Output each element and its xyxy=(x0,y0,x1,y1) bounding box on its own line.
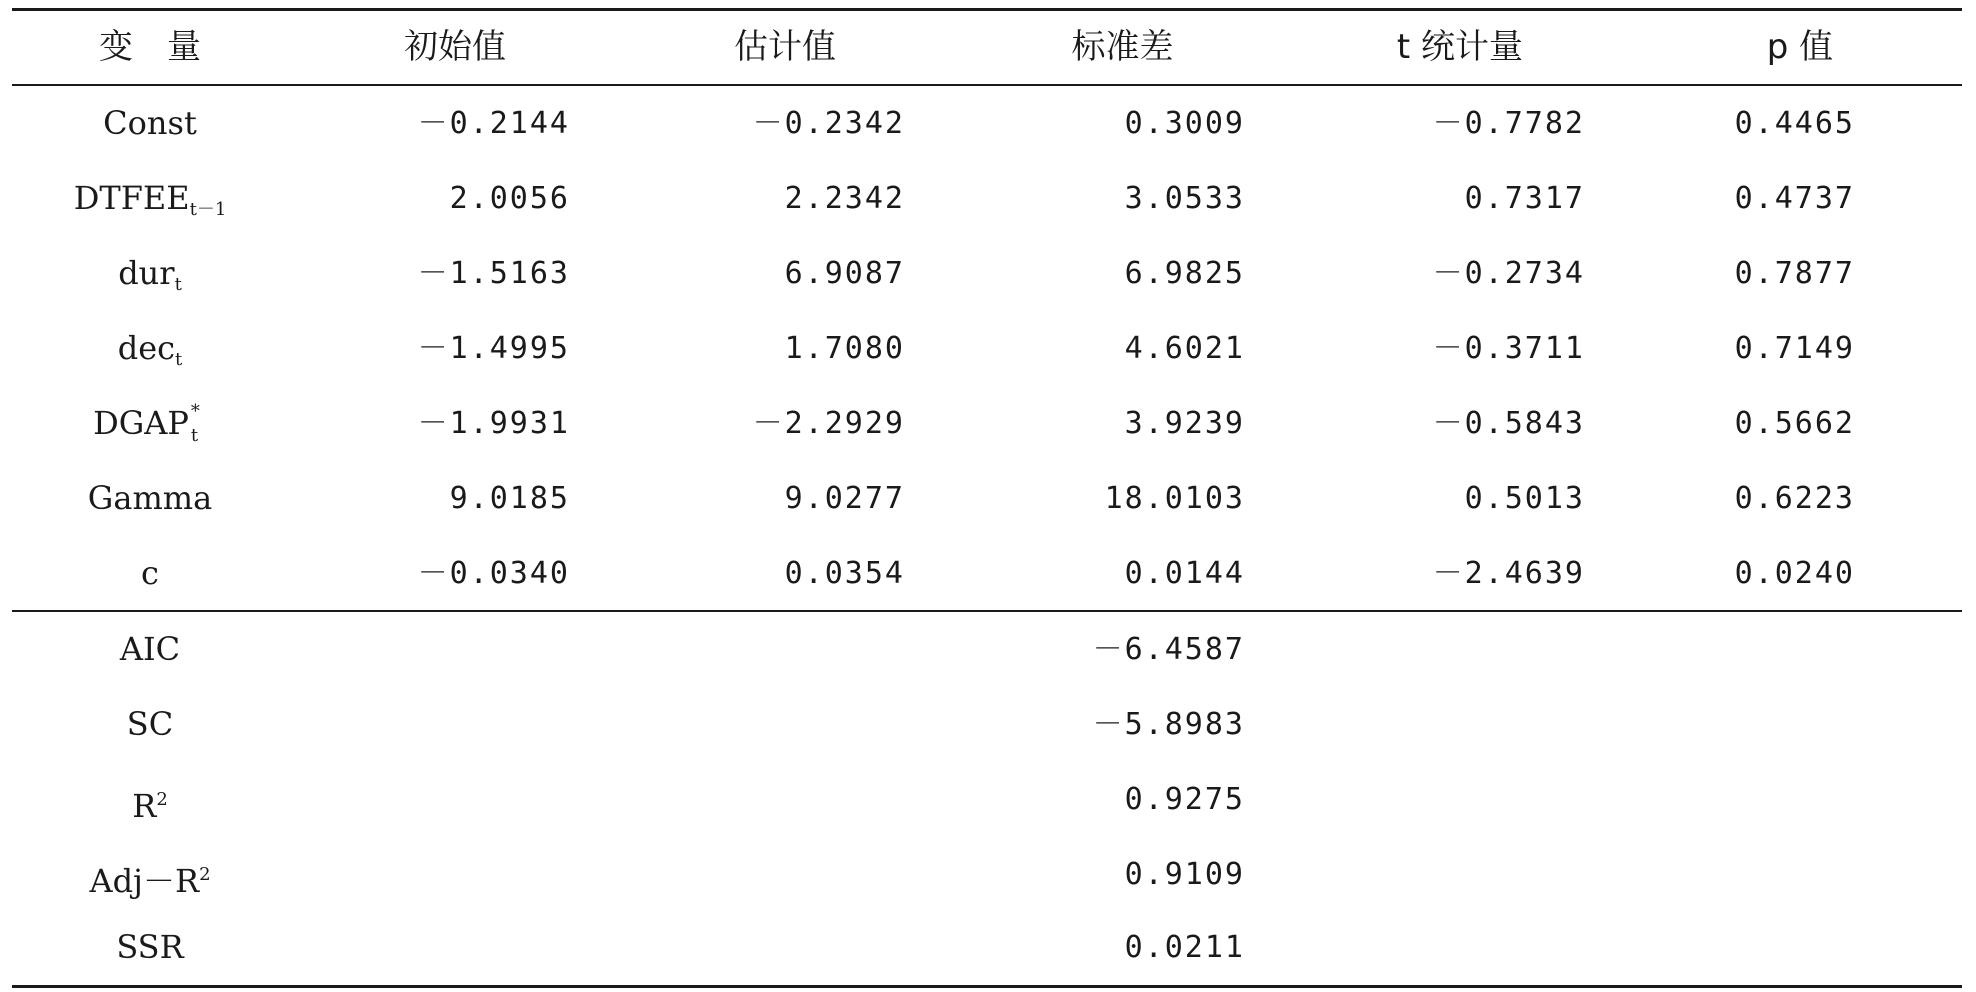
estimate-value: 9.0277 xyxy=(784,481,905,516)
std-error-value: 4.6021 xyxy=(1124,331,1245,366)
stat-value: －5.8983 xyxy=(1092,707,1245,742)
p-value: 0.0240 xyxy=(1734,556,1855,591)
variable-name: $DTFEE_{t-1}$ xyxy=(73,179,227,220)
stat-label: SSR xyxy=(116,928,184,966)
stat-value: －6.4587 xyxy=(1092,632,1245,667)
estimate-value: －2.2929 xyxy=(752,406,905,441)
table-row xyxy=(0,311,1976,386)
variable-name: DGAP * t xyxy=(93,400,200,446)
estimate-value: 1.7080 xyxy=(784,331,905,366)
variable-superscript: * xyxy=(190,400,200,422)
std-error-value: 3.9239 xyxy=(1124,406,1245,441)
header-estimate: 估计值 xyxy=(734,27,836,67)
std-error-value: 0.3009 xyxy=(1124,106,1245,141)
stat-row xyxy=(0,612,1976,687)
initial-value: 9.0185 xyxy=(449,481,570,516)
t-statistic-value: －0.5843 xyxy=(1432,406,1585,441)
table-bottom-rule xyxy=(12,985,1962,988)
variable-subscript: t－1 xyxy=(189,199,227,220)
stat-label: $Adj-R^2$ xyxy=(89,862,211,900)
table-header-row xyxy=(0,10,1976,85)
t-statistic-value: 0.5013 xyxy=(1464,481,1585,516)
variable-name: c xyxy=(141,554,159,592)
estimate-value: －0.2342 xyxy=(752,106,905,141)
p-value: 0.5662 xyxy=(1734,406,1855,441)
t-statistic-value: －0.3711 xyxy=(1432,331,1585,366)
stat-row xyxy=(0,837,1976,912)
table-row xyxy=(0,161,1976,236)
table-row xyxy=(0,536,1976,611)
p-value: 0.7877 xyxy=(1734,256,1855,291)
variable-subscript: t xyxy=(175,349,183,370)
stat-label: AIC xyxy=(119,630,181,668)
variable-subscript: t xyxy=(190,424,199,446)
initial-value: －0.0340 xyxy=(417,556,570,591)
std-error-value: 3.0533 xyxy=(1124,181,1245,216)
estimate-value: 6.9087 xyxy=(784,256,905,291)
stat-row xyxy=(0,687,1976,762)
header-p-value: p 值 xyxy=(1766,27,1834,67)
stat-label: SC xyxy=(126,705,174,743)
stat-value: 0.9275 xyxy=(1124,782,1245,817)
p-value: 0.4465 xyxy=(1734,106,1855,141)
stat-superscript: 2 xyxy=(199,864,211,885)
stat-label: $R^2$ xyxy=(132,787,168,825)
p-value: 0.6223 xyxy=(1734,481,1855,516)
std-error-value: 6.9825 xyxy=(1124,256,1245,291)
variable-subscript: t xyxy=(174,274,182,295)
table-row xyxy=(0,236,1976,311)
stat-value: 0.0211 xyxy=(1124,930,1245,965)
variable-name: dur$_t$ xyxy=(118,254,182,295)
std-error-value: 0.0144 xyxy=(1124,556,1245,591)
t-statistic-value: －0.2734 xyxy=(1432,256,1585,291)
estimate-value: 2.2342 xyxy=(784,181,905,216)
variable-name: Gamma xyxy=(87,479,213,517)
std-error-value: 18.0103 xyxy=(1104,481,1245,516)
stat-value: 0.9109 xyxy=(1124,857,1245,892)
t-statistic-value: －2.4639 xyxy=(1432,556,1585,591)
header-t-statistic: t 统计量 xyxy=(1396,27,1524,67)
initial-value: －1.4995 xyxy=(417,331,570,366)
table-row xyxy=(0,461,1976,536)
header-initial-value: 初始值 xyxy=(404,27,506,67)
header-std-error: 标准差 xyxy=(1071,27,1174,67)
table-row xyxy=(0,86,1976,161)
initial-value: －0.2144 xyxy=(417,106,570,141)
stat-superscript: 2 xyxy=(156,789,168,810)
stat-row xyxy=(0,762,1976,837)
variable-name: Const xyxy=(103,104,197,142)
stat-row xyxy=(0,910,1976,985)
initial-value: －1.9931 xyxy=(417,406,570,441)
variable-name: dec$_t$ xyxy=(117,329,183,370)
initial-value: 2.0056 xyxy=(449,181,570,216)
initial-value: －1.5163 xyxy=(417,256,570,291)
header-variable: 变 量 xyxy=(99,27,201,67)
p-value: 0.4737 xyxy=(1734,181,1855,216)
t-statistic-value: －0.7782 xyxy=(1432,106,1585,141)
t-statistic-value: 0.7317 xyxy=(1464,181,1585,216)
p-value: 0.7149 xyxy=(1734,331,1855,366)
table-row xyxy=(0,386,1976,461)
estimate-value: 0.0354 xyxy=(784,556,905,591)
